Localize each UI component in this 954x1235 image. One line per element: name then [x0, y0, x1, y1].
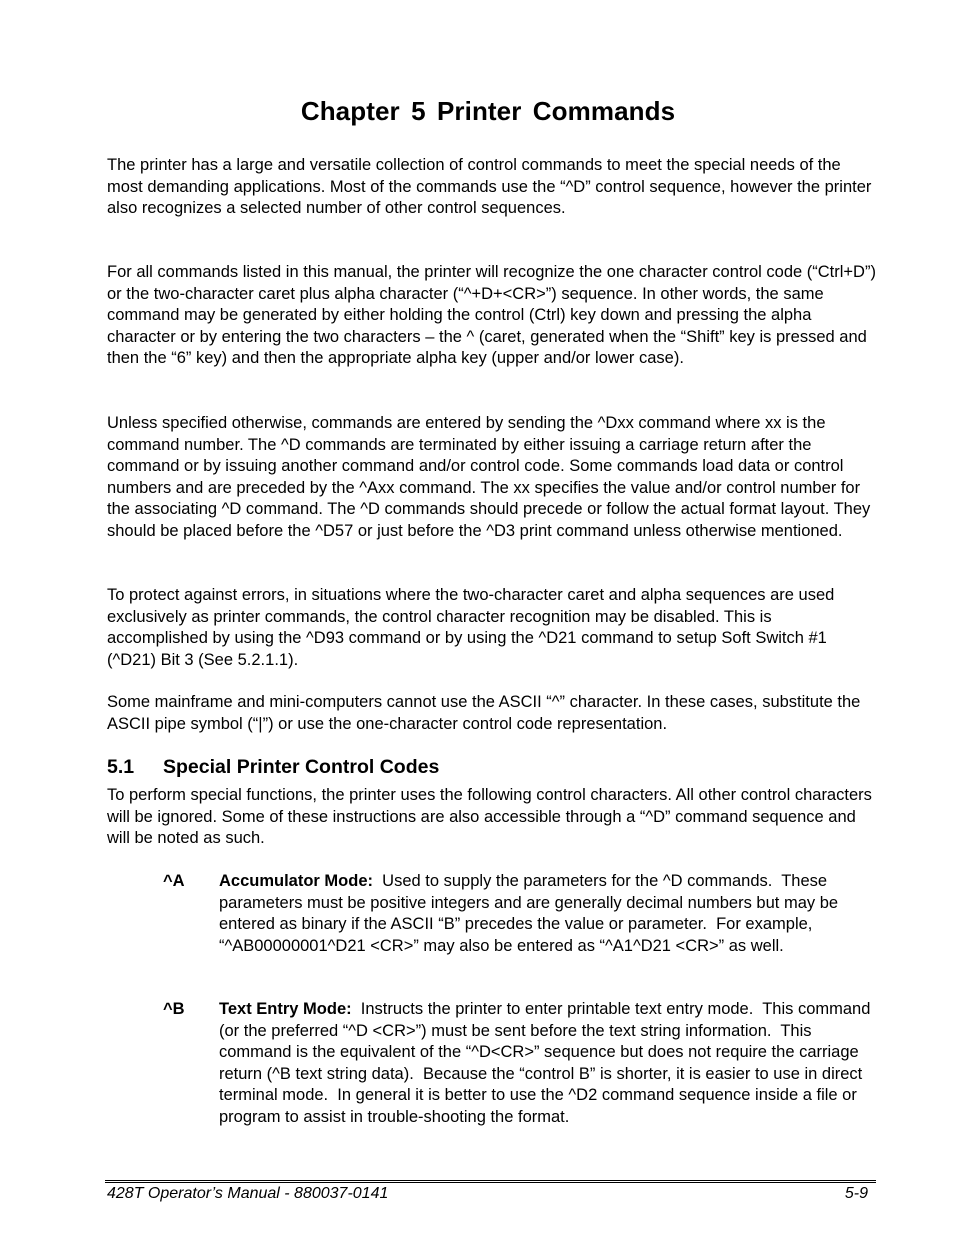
- control-code-text: Instructs the printer to enter printable text entry mode. This command (or the preferred “^D <CR>”) must be sent before the text string information. This command is the equivalent of the “^D<CR>” sequence but does not require the carriage return (^B text string data). Because the “control B” is shorter, it is easier to use in direct terminal mode. In general it is better to use the ^D2 command sequence inside a file or program to assist in trouble-shooting the format.: [219, 1000, 875, 1126]
- section-intro: To perform special functions, the printer uses the following control characters. All other control characters will be ignored. Some of these instructions are also accessible through a “^D” command sequence and will be noted as such.: [107, 786, 872, 848]
- section-heading: [107, 756, 439, 779]
- control-code: ^B: [163, 1000, 185, 1018]
- section-title: Special Printer Control Codes: [163, 756, 440, 778]
- intro-paragraph: For all commands listed in this manual, the printer will recognize the one character control code (“Ctrl+D”) or the two-character caret plus alpha character (“^+D+<CR>”) sequence. In other words, the same command may be generated by either holding the control (Ctrl) key down and pressing the alpha character or by entering the two characters – the ^ (caret, generated when the “Shift” key is pressed and then the “6” key) and then the appropriate alpha key (upper and/or lower case).: [107, 263, 876, 368]
- control-code-term: Text Entry Mode:: [219, 1000, 352, 1018]
- control-code-term: Accumulator Mode:: [219, 872, 374, 890]
- control-code: ^A: [163, 872, 185, 890]
- chapter-title: Chapter 5 Printer Commands: [300, 96, 676, 126]
- intro-paragraph: The printer has a large and versatile collection of control commands to meet the special needs of the most demanding applications. Most of the commands use the “^D” control sequence, however the printer also recognizes a selected number of other control sequences.: [107, 156, 872, 218]
- control-code-text: Used to supply the parameters for the ^D commands. These parameters must be positive integers and are generally decimal numbers but may be entered as binary if the ASCII “B” precedes the value or parameter. For example, “^AB00000001^D21 <CR>” may also be entered as “^A1^D21 <CR>” as well.: [219, 872, 843, 955]
- footer-manual-title: 428T Operator’s Manual - 880037-0141: [107, 1185, 389, 1202]
- intro-paragraph: Unless specified otherwise, commands are entered by sending the ^Dxx command where xx is the command number. The ^D commands are terminated by either issuing a carriage return after the command or by issuing another command and/or control code. Some commands load data or control numbers and are preceded by the ^Axx command. The xx specifies the value and/or control number for the associating ^D command. The ^D commands should precede or follow the actual format layout. They should be placed before the ^D57 or just before the ^D3 print command unless otherwise mentioned.: [107, 414, 871, 540]
- section-number: 5.1: [107, 756, 135, 778]
- intro-paragraph: To protect against errors, in situations where the two-character caret and alpha sequences are used exclusively as printer commands, the control character recognition may be disabled. This is accomplished by using the ^D93 command or by using the ^D21 command to setup Soft Switch #1 (^D21) Bit 3 (See 5.2.1.1).: [107, 586, 835, 669]
- footer-rule: [105, 1180, 876, 1183]
- control-code-description: [219, 999, 874, 1129]
- footer-page-number: 5-9: [844, 1185, 868, 1202]
- control-code-description: [219, 871, 874, 957]
- intro-paragraph: Some mainframe and mini-computers cannot use the ASCII “^” character. In these cases, substitute the ASCII pipe symbol (“|”) or use the one-character control code representation.: [107, 693, 861, 733]
